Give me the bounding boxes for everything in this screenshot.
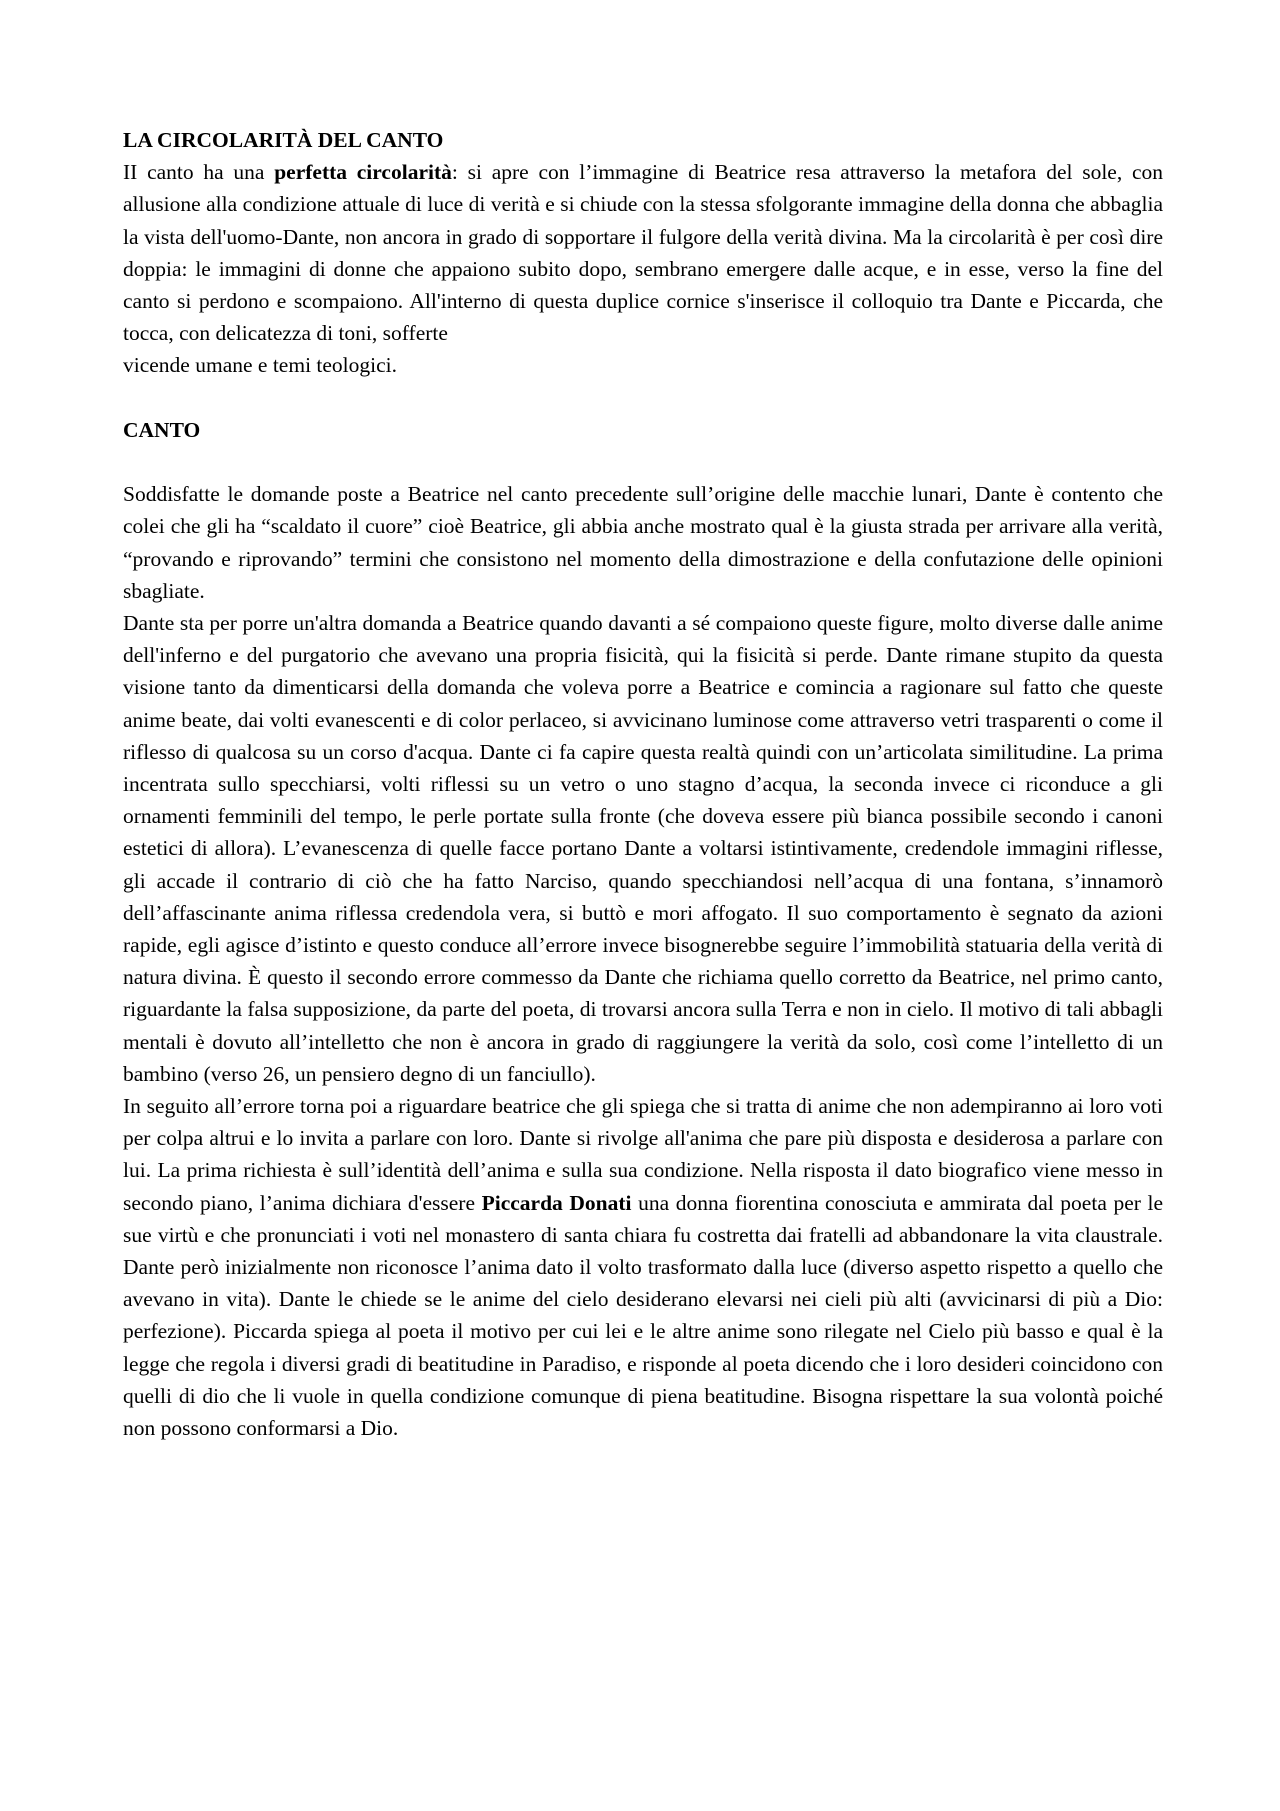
paragraph-circolarita-end: vicende umane e temi teologici. xyxy=(123,353,398,378)
bold-name-piccarda-donati: Piccarda Donati xyxy=(481,1190,632,1215)
text-run: In seguito all’errore torna poi a riguardare beatrice che gli spiega che si tratta di anime che non adempiranno ai loro voti per colpa altrui e lo invita a parlare con loro. Dante si rivolge all'anima che pare più disposta e desiderosa a parlare con lui. La prima richiesta è sull’identità dell’anima e sulla sua condizione. Nella risposta il dato biografico viene messo in secondo piano, l’anima dichiara d'essere xyxy=(123,1094,1163,1215)
section-heading-canto: CANTO xyxy=(123,417,201,442)
paragraph-canto-3 xyxy=(123,1090,1163,1444)
paragraph-canto-1: Soddisfatte le domande poste a Beatrice nel canto precedente sull’origine delle macchie lunari, Dante è contento che colei che gli ha “scaldato il cuore” cioè Beatrice, gli abbia anche mostrato qual è la giusta strada per arrivare alla verità, “provando e riprovando” termini che consistono nel momento della dimostrazione e della confutazione delle opinioni sbagliate. xyxy=(123,482,1163,603)
spacer xyxy=(123,446,1163,478)
document-body xyxy=(123,124,1163,1444)
text-run: : si apre con l’immagine di Beatrice resa attraverso la metafora del sole, con allusione alla condizione attuale di luce di verità e si chiude con la stessa sfolgorante immagine della donna che abbaglia la vista dell'uomo-Dante, non ancora in grado di sopportare il fulgore della verità divina. Ma la circolarità è per così dire doppia: le immagini di donne che appaiono subito dopo, sembrano emergere dalle acque, e in esse, verso la fine del canto si perdono e scompaiono. All'interno di questa duplice cornice s'inserisce il colloquio tra Dante e Piccarda, che tocca, con delicatezza di toni, sofferte xyxy=(123,160,1164,346)
section-heading-circolarita: LA CIRCOLARITÀ DEL CANTO xyxy=(123,128,444,152)
text-run: II canto ha una xyxy=(123,160,275,185)
paragraph-canto-2: Dante sta per porre un'altra domanda a Beatrice quando davanti a sé compaiono queste figure, molto diverse dalle anime dell'inferno e del purgatorio che avevano una propria fisicità, qui la fisicità si perde. Dante rimane stupito da questa visione tanto da dimenticarsi della domanda che voleva porre a Beatrice e comincia a ragionare sul fatto che queste anime beate, dai volti evanescenti e di color perlaceo, si avvicinano luminose come attraverso vetri trasparenti o come il riflesso di qualcosa su un corso d'acqua. Dante ci fa capire questa realtà quindi con un’articolata similitudine. La prima incentrata sullo specchiarsi, volti riflessi su un vetro o uno stagno d’acqua, la seconda invece ci riconduce a gli ornamenti femminili del tempo, le perle portate sulla fronte (che doveva essere più bianca possibile secondo i canoni estetici di allora). L’evanescenza di quelle facce portano Dante a voltarsi istintivamente, credendole immagini riflesse, gli accade il contrario di ciò che ha fatto Narciso, quando specchiandosi nell’acqua di una fontana, s’innamorò dell’affascinante anima riflessa credendola vera, si buttò e mori affogato. Il suo comportamento è segnato da azioni rapide, egli agisce d’istinto e questo conduce all’errore invece bisognerebbe seguire l’immobilità statuaria della verità di natura divina. È questo il secondo errore commesso da Dante che richiama quello corretto da Beatrice, nel primo canto, riguardante la falsa supposizione, da parte del poeta, di trovarsi ancora sulla Terra e non in cielo. Il motivo di tali abbagli mentali è dovuto all’intelletto che non è ancora in grado di raggiungere la verità da solo, così come l’intelletto di un bambino (verso 26, un pensiero degno di un fanciullo). xyxy=(123,611,1163,1086)
paragraph-circolarita xyxy=(123,156,1163,349)
bold-phrase-perfetta-circolarita: perfetta circolarità xyxy=(274,160,452,185)
text-run: una donna fiorentina conosciuta e ammirata dal poeta per le sue virtù e che pronunciati i voti nel monastero di santa chiara fu costretta dai fratelli ad abbandonare la vita claustrale. Dante però inizialmente non riconosce l’anima dato il volto trasformato dalla luce (diverso aspetto rispetto a quello che avevano in vita). Dante le chiede se le anime del cielo desiderano elevarsi nei cieli più alti (avvicinarsi di più a Dio: perfezione). Piccarda spiega al poeta il motivo per cui lei e le altre anime sono rilegate nel Cielo più basso e qual è la legge che regola i diversi gradi di beatitudine in Paradiso, e risponde al poeta dicendo che i loro desideri coincidono con quelli di dio che li vuole in quella condizione comunque di piena beatitudine. Bisogna rispettare la sua volontà poiché non possono conformarsi a Dio. xyxy=(123,1190,1164,1441)
spacer xyxy=(123,382,1163,414)
